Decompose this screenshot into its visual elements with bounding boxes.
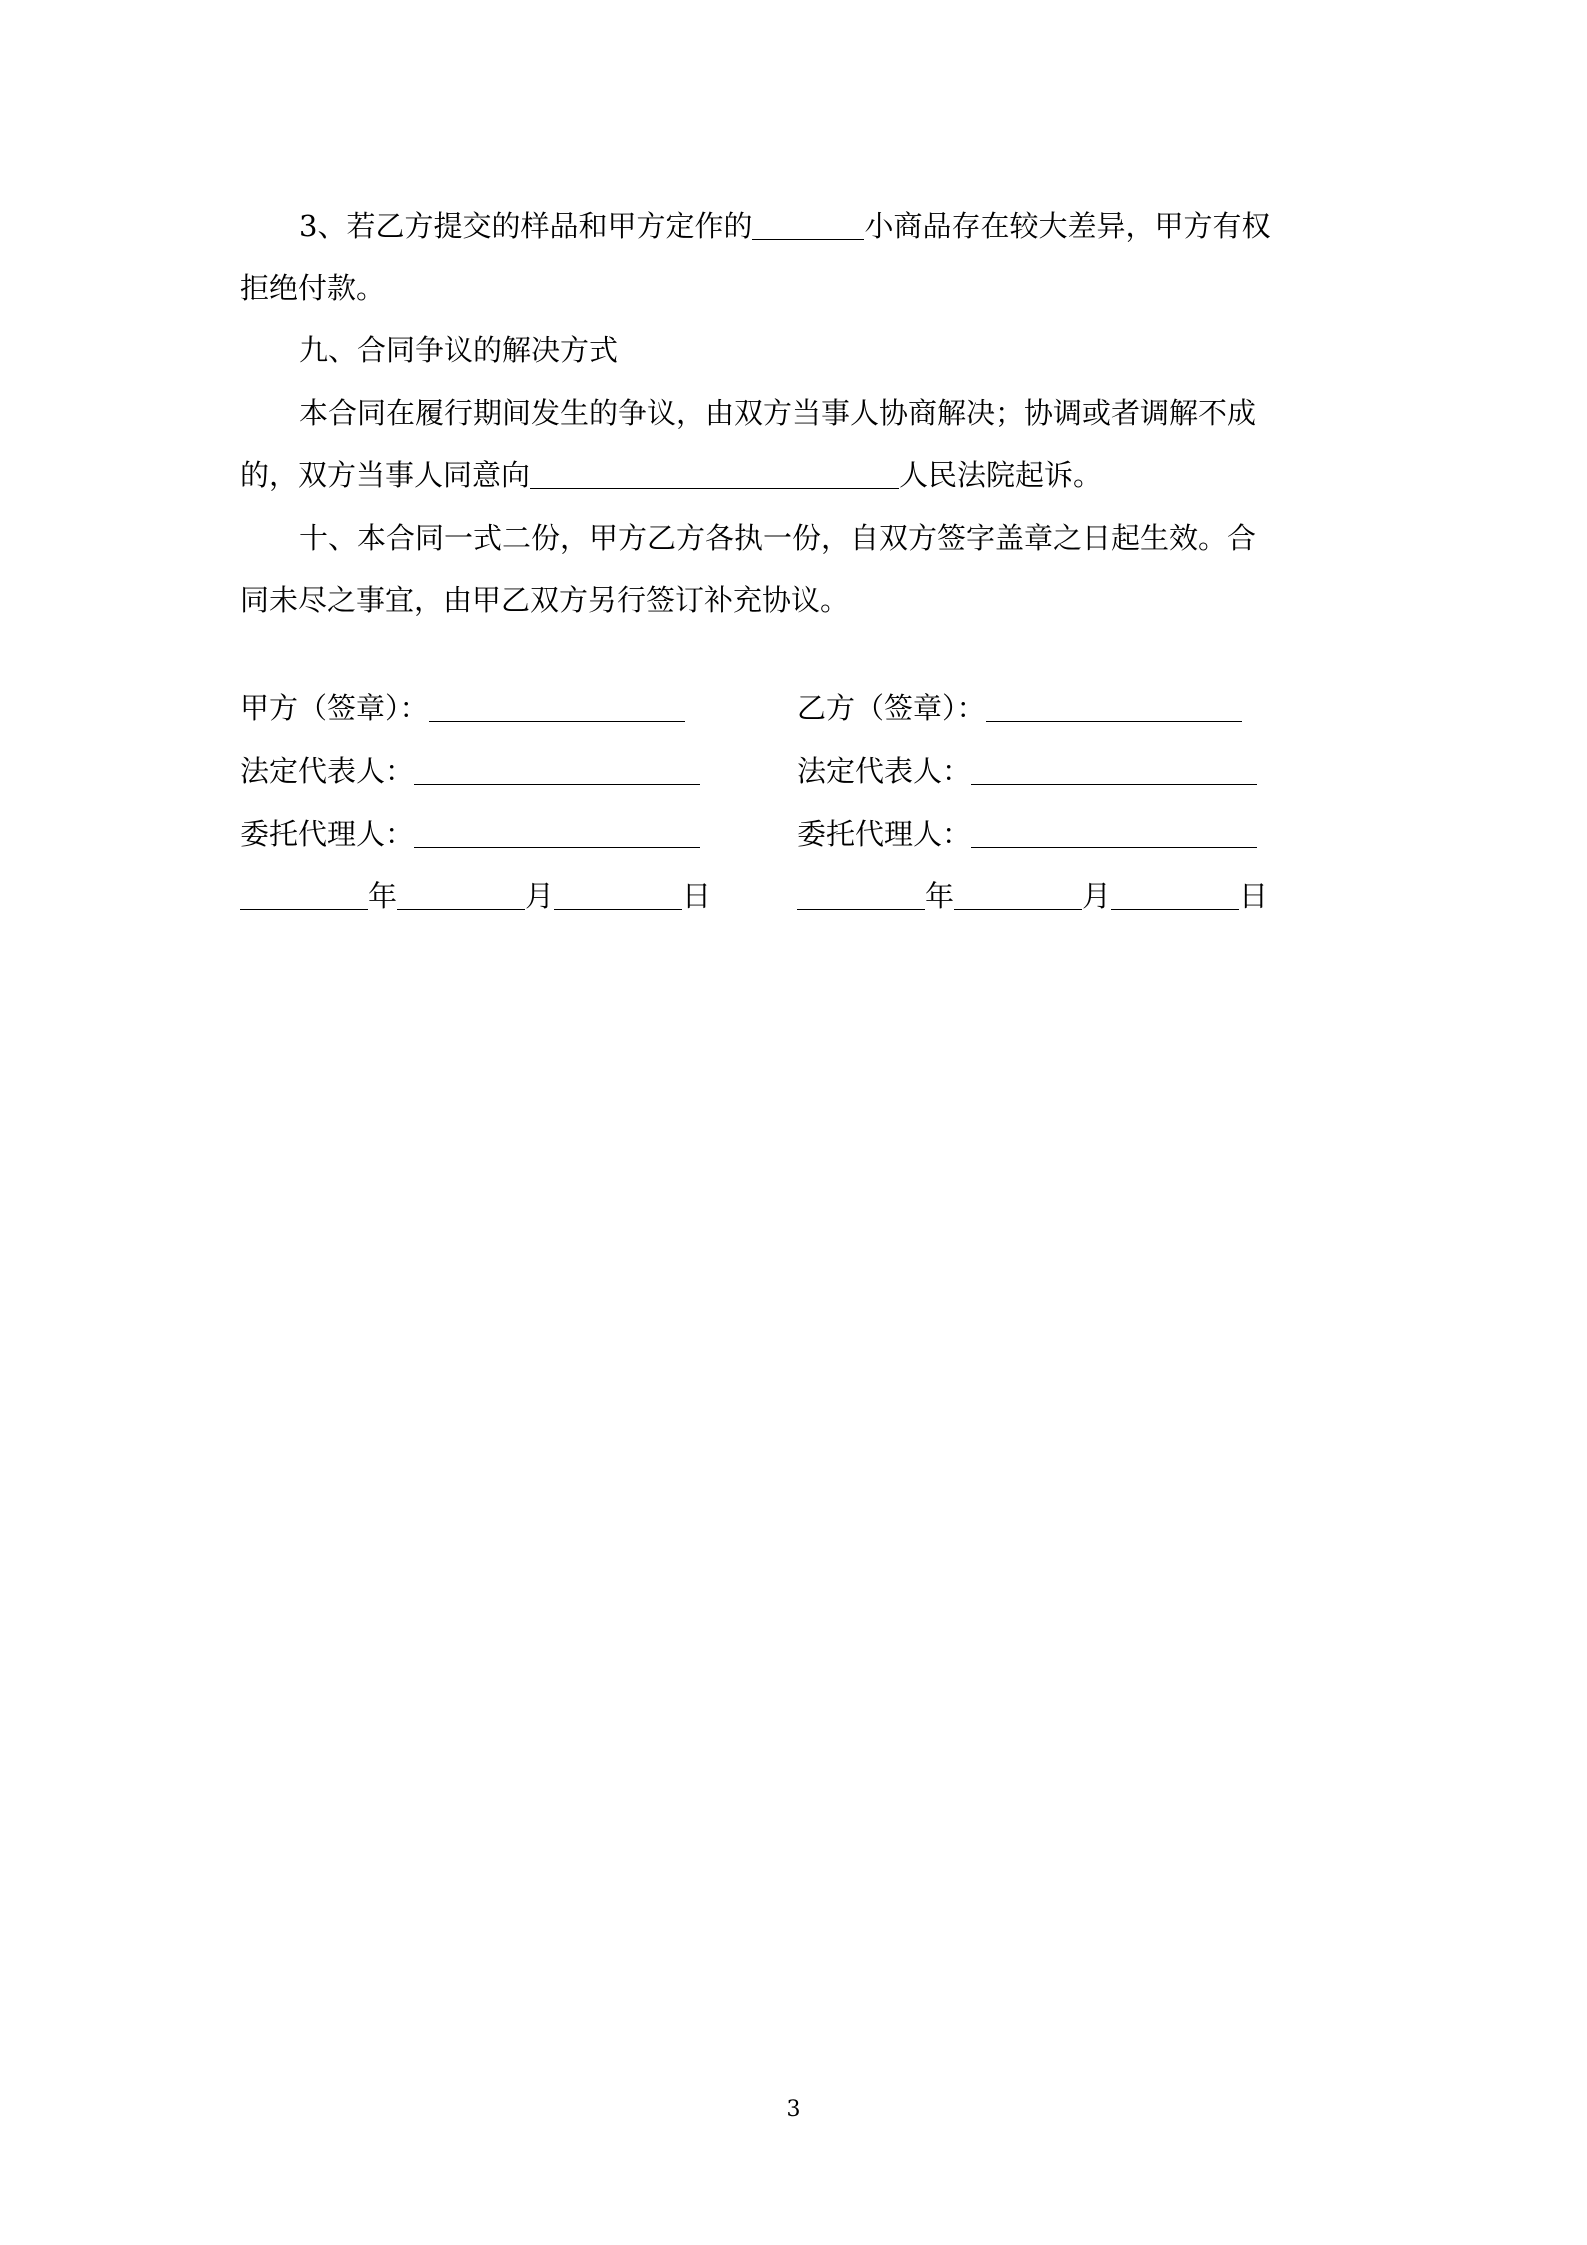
party-b-rep-label: 法定代表人： xyxy=(797,754,972,788)
party-a-day-label: 日 xyxy=(682,879,712,913)
clause-3-prefix: 3、若乙方提交的样品和甲方定作的 xyxy=(299,209,753,243)
clause-3-suffix: 小商品存在较大差异，甲方有权 xyxy=(864,209,1271,243)
party-b-agent-field[interactable] xyxy=(971,819,1257,848)
clause-3-line-1 xyxy=(299,206,1270,246)
party-a-year-label: 年 xyxy=(368,879,398,913)
party-b-agent-label: 委托代理人： xyxy=(797,817,972,851)
party-a-agent-label: 委托代理人： xyxy=(240,817,415,851)
section-9-body-prefix: 的，双方当事人同意向 xyxy=(240,458,531,492)
section-9-body-line-2 xyxy=(240,455,1102,495)
party-a-agent-row xyxy=(240,814,700,854)
section-9-heading: 九、合同争议的解决方式 xyxy=(299,333,619,367)
section-9-body-line-1: 本合同在履行期间发生的争议，由双方当事人协商解决；协调或者调解不成 xyxy=(299,396,1257,430)
party-b-rep-field[interactable] xyxy=(971,756,1257,785)
party-a-seal-label: 甲方（签章）： xyxy=(240,691,429,725)
party-b-day-field[interactable] xyxy=(1111,881,1239,910)
party-b-agent-row xyxy=(797,814,1257,854)
party-b-month-field[interactable] xyxy=(954,881,1082,910)
party-a-rep-label: 法定代表人： xyxy=(240,754,415,788)
section-10-line-1: 十、本合同一式二份，甲方乙方各执一份，自双方签字盖章之日起生效。合 xyxy=(299,521,1257,555)
clause-3-blank[interactable] xyxy=(752,211,864,240)
party-a-seal-row xyxy=(240,688,685,728)
party-a-month-label: 月 xyxy=(525,879,555,913)
clause-3-line-2: 拒绝付款。 xyxy=(240,271,386,305)
party-b-month-label: 月 xyxy=(1082,879,1112,913)
page-number: 3 xyxy=(786,2097,801,2122)
party-b-year-field[interactable] xyxy=(797,881,925,910)
party-a-rep-row xyxy=(240,751,700,791)
party-b-year-label: 年 xyxy=(925,879,955,913)
party-b-date-row xyxy=(797,876,1268,916)
section-10-line-2: 同未尽之事宜，由甲乙双方另行签订补充协议。 xyxy=(240,583,850,617)
party-a-seal-field[interactable] xyxy=(429,693,685,722)
party-a-day-field[interactable] xyxy=(554,881,682,910)
party-b-rep-row xyxy=(797,751,1257,791)
section-9-body-suffix: 人民法院起诉。 xyxy=(899,458,1103,492)
party-b-seal-field[interactable] xyxy=(986,693,1242,722)
party-a-month-field[interactable] xyxy=(397,881,525,910)
court-name-blank[interactable] xyxy=(530,460,899,489)
party-a-date-row xyxy=(240,876,711,916)
party-b-day-label: 日 xyxy=(1239,879,1269,913)
party-b-seal-row xyxy=(797,688,1242,728)
party-a-year-field[interactable] xyxy=(240,881,368,910)
party-a-rep-field[interactable] xyxy=(414,756,700,785)
party-b-seal-label: 乙方（签章）： xyxy=(797,691,986,725)
party-a-agent-field[interactable] xyxy=(414,819,700,848)
